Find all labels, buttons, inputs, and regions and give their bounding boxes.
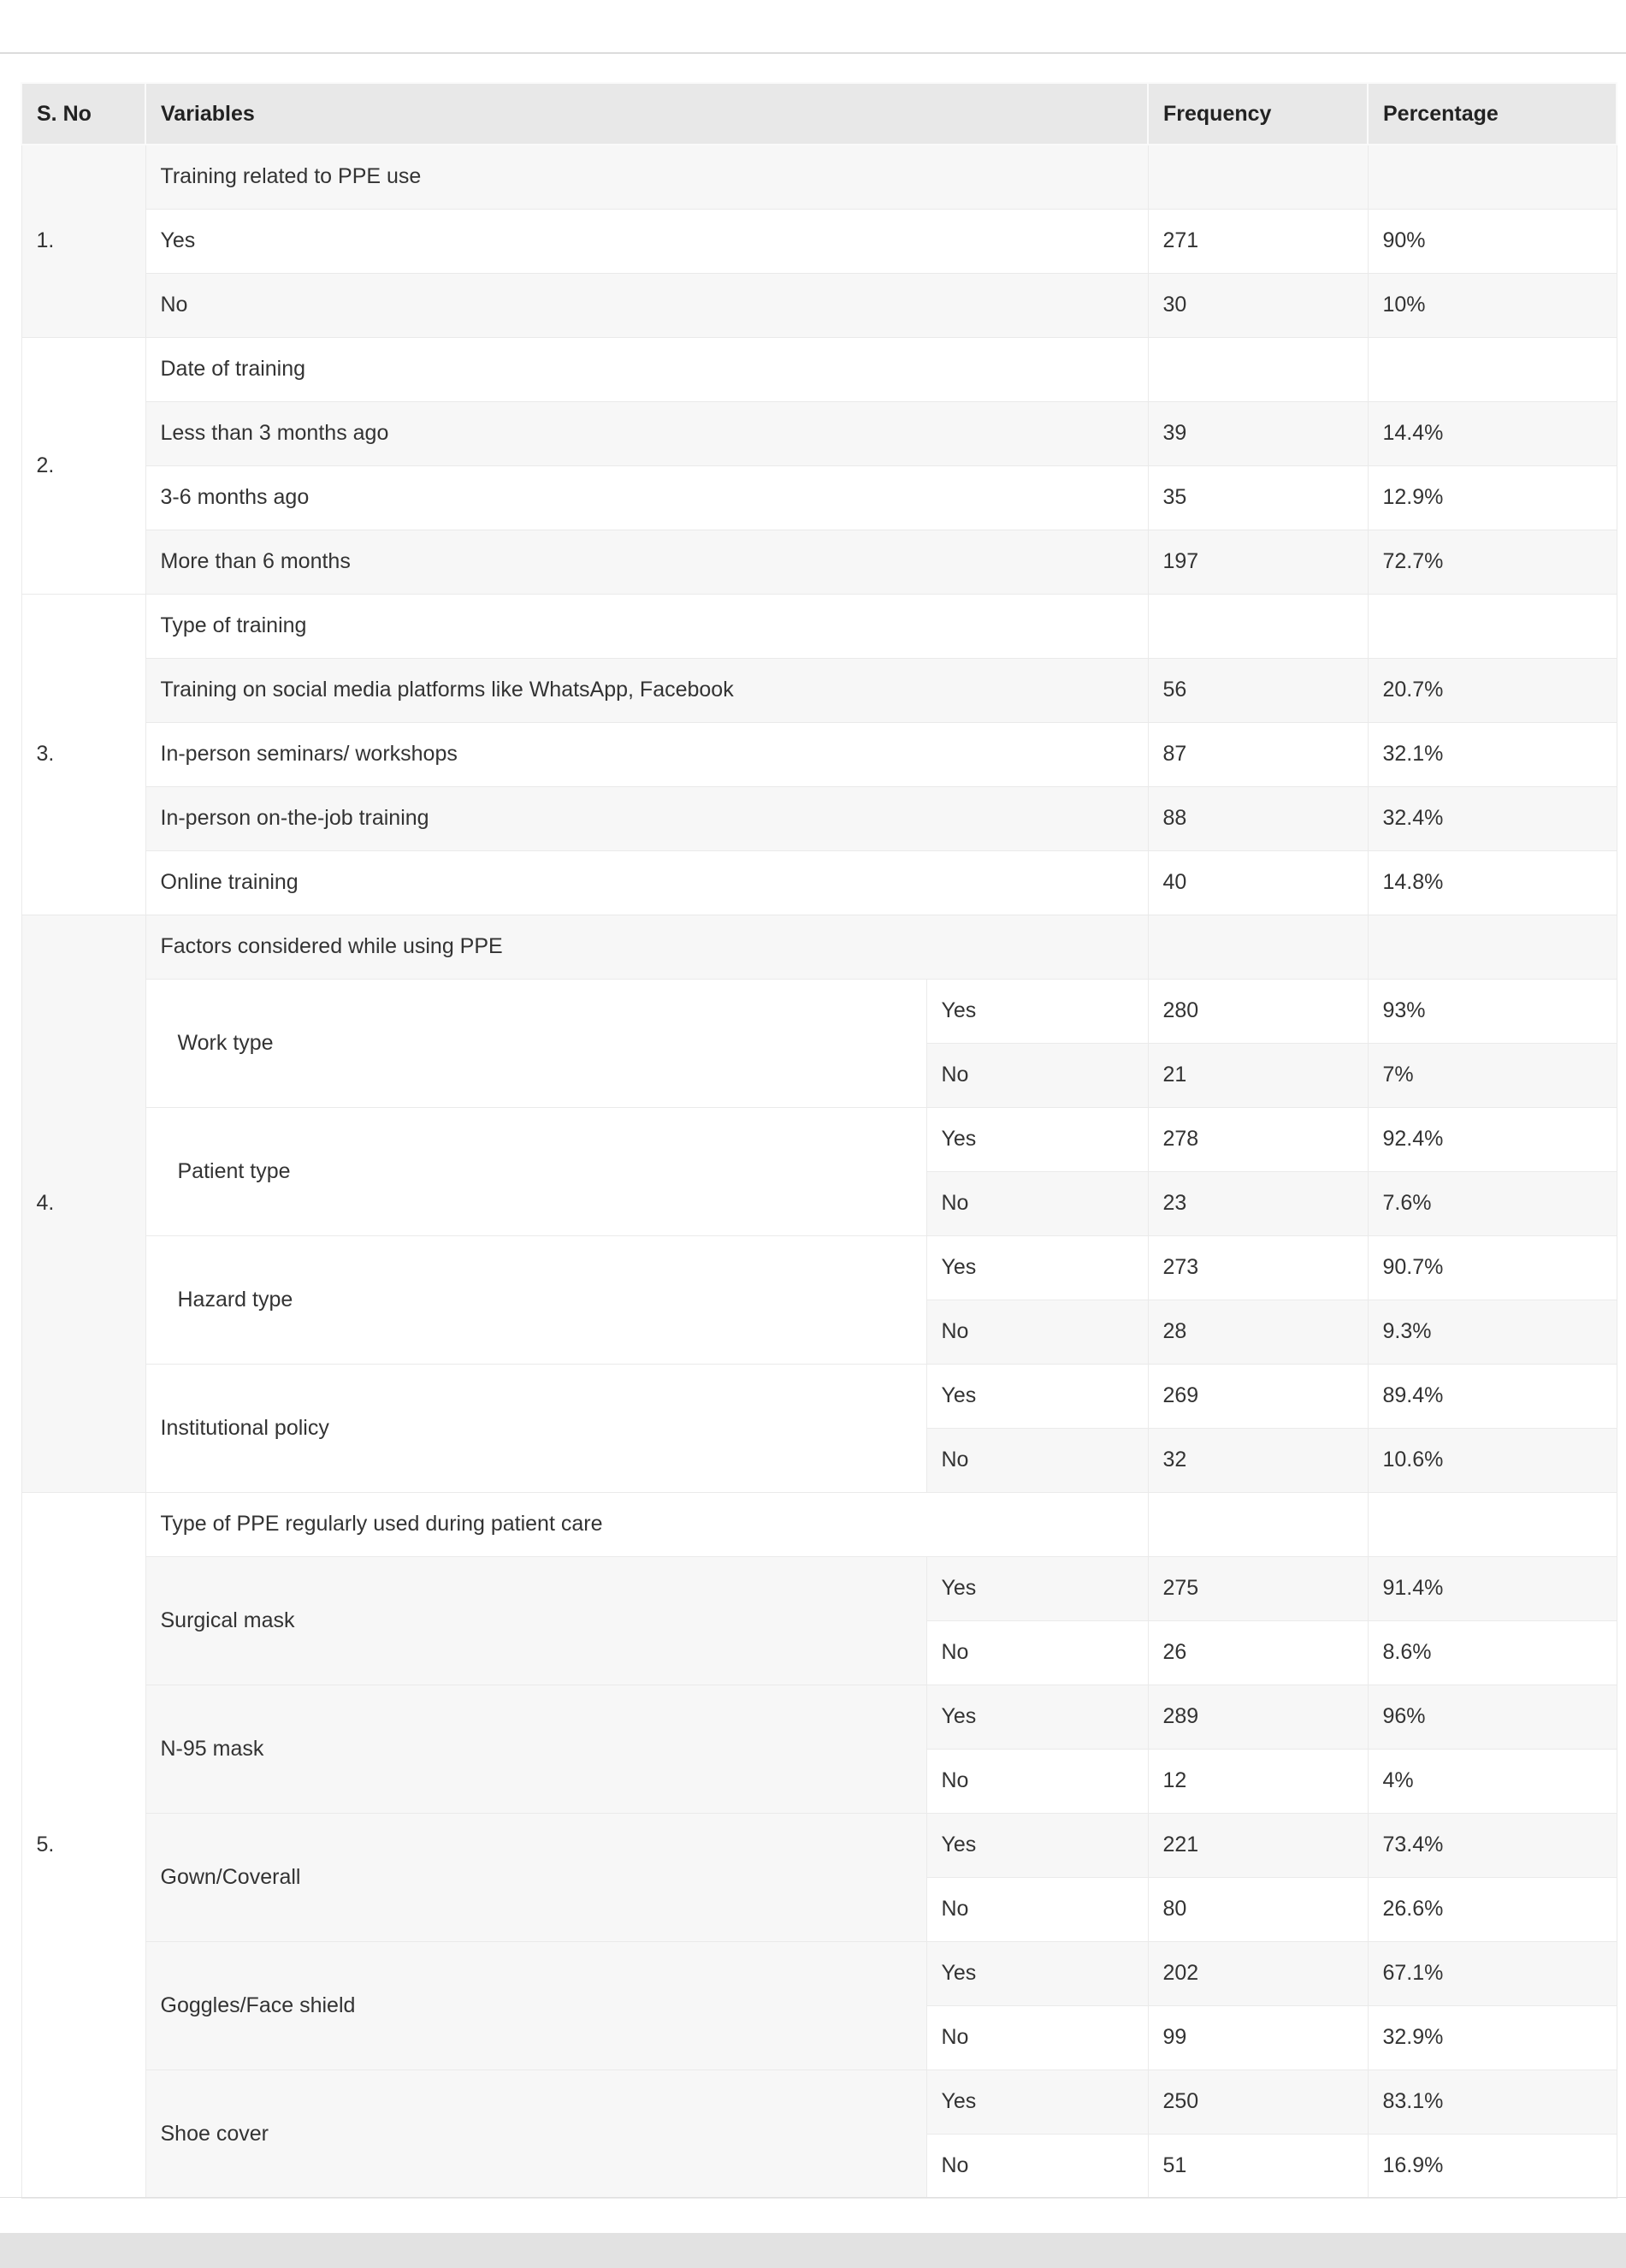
- frequency-cell: 289: [1148, 1685, 1368, 1749]
- empty-frequency-cell: [1148, 594, 1368, 658]
- group-label-cell: Goggles/Face shield: [145, 1941, 926, 2070]
- percentage-cell: 32.9%: [1368, 2005, 1617, 2070]
- frequency-cell: 80: [1148, 1877, 1368, 1941]
- percentage-cell: 14.4%: [1368, 401, 1617, 465]
- frequency-cell: 250: [1148, 2070, 1368, 2134]
- frequency-cell: 278: [1148, 1107, 1368, 1171]
- percentage-cell: 92.4%: [1368, 1107, 1617, 1171]
- data-row: [21, 465, 1617, 530]
- data-row: [21, 722, 1617, 786]
- frequency-cell: 221: [1148, 1813, 1368, 1877]
- data-row: [21, 530, 1617, 594]
- frequency-cell: 280: [1148, 979, 1368, 1043]
- group-label-cell: Work type: [145, 979, 926, 1107]
- percentage-cell: 10%: [1368, 273, 1617, 337]
- frequency-cell: 87: [1148, 722, 1368, 786]
- frequency-cell: 30: [1148, 273, 1368, 337]
- empty-frequency-cell: [1148, 1492, 1368, 1556]
- section-title-row: [21, 1492, 1617, 1556]
- data-row: [21, 1556, 1617, 1620]
- table-header-row: [21, 83, 1617, 145]
- frequency-cell: 88: [1148, 786, 1368, 850]
- frequency-cell: 271: [1148, 209, 1368, 273]
- col-header-percentage: Percentage: [1368, 83, 1617, 145]
- answer-cell: No: [926, 1043, 1148, 1107]
- answer-cell: No: [926, 1171, 1148, 1235]
- group-label-cell: N-95 mask: [145, 1685, 926, 1813]
- empty-percentage-cell: [1368, 915, 1617, 979]
- data-row: [21, 273, 1617, 337]
- percentage-cell: 8.6%: [1368, 1620, 1617, 1685]
- empty-frequency-cell: [1148, 337, 1368, 401]
- serial-number-cell: 2.: [21, 337, 145, 594]
- frequency-cell: 99: [1148, 2005, 1368, 2070]
- percentage-cell: 16.9%: [1368, 2134, 1617, 2198]
- empty-percentage-cell: [1368, 337, 1617, 401]
- section-title-row: [21, 337, 1617, 401]
- frequency-cell: 269: [1148, 1364, 1368, 1428]
- percentage-cell: 4%: [1368, 1749, 1617, 1813]
- percentage-cell: 7%: [1368, 1043, 1617, 1107]
- answer-cell: Yes: [926, 1685, 1148, 1749]
- answer-cell: No: [926, 1749, 1148, 1813]
- table-body: [21, 145, 1617, 2198]
- frequency-cell: 40: [1148, 850, 1368, 915]
- answer-cell: Yes: [926, 1556, 1148, 1620]
- percentage-cell: 90%: [1368, 209, 1617, 273]
- percentage-cell: 32.1%: [1368, 722, 1617, 786]
- data-row: [21, 658, 1617, 722]
- percentage-cell: 9.3%: [1368, 1300, 1617, 1364]
- variable-cell: Online training: [145, 850, 1148, 915]
- serial-number-cell: 5.: [21, 1492, 145, 2198]
- data-row: [21, 1235, 1617, 1300]
- percentage-cell: 14.8%: [1368, 850, 1617, 915]
- frequency-cell: 39: [1148, 401, 1368, 465]
- variable-cell: Yes: [145, 209, 1148, 273]
- data-row: [21, 1813, 1617, 1877]
- answer-cell: No: [926, 2134, 1148, 2198]
- data-row: [21, 2070, 1617, 2134]
- section-title-row: [21, 915, 1617, 979]
- percentage-cell: 26.6%: [1368, 1877, 1617, 1941]
- variable-cell: More than 6 months: [145, 530, 1148, 594]
- data-row: [21, 979, 1617, 1043]
- data-row: [21, 1364, 1617, 1428]
- serial-number-cell: 3.: [21, 594, 145, 915]
- frequency-cell: 23: [1148, 1171, 1368, 1235]
- percentage-cell: 67.1%: [1368, 1941, 1617, 2005]
- section-title-cell: Type of training: [145, 594, 1148, 658]
- frequency-cell: 32: [1148, 1428, 1368, 1492]
- variable-cell: Less than 3 months ago: [145, 401, 1148, 465]
- col-header-frequency: Frequency: [1148, 83, 1368, 145]
- variable-cell: In-person on-the-job training: [145, 786, 1148, 850]
- group-label-cell: Hazard type: [145, 1235, 926, 1364]
- frequency-cell: 35: [1148, 465, 1368, 530]
- group-label-cell: Patient type: [145, 1107, 926, 1235]
- answer-cell: Yes: [926, 1813, 1148, 1877]
- answer-cell: No: [926, 1620, 1148, 1685]
- footer-bar: [0, 2233, 1626, 2268]
- serial-number-cell: 4.: [21, 915, 145, 1492]
- percentage-cell: 83.1%: [1368, 2070, 1617, 2134]
- group-label-cell: Gown/Coverall: [145, 1813, 926, 1941]
- frequency-cell: 51: [1148, 2134, 1368, 2198]
- empty-percentage-cell: [1368, 594, 1617, 658]
- data-row: [21, 401, 1617, 465]
- group-label-cell: Shoe cover: [145, 2070, 926, 2198]
- variable-cell: Training on social media platforms like WhatsApp, Facebook: [145, 658, 1148, 722]
- table-head: [21, 83, 1617, 145]
- answer-cell: No: [926, 1428, 1148, 1492]
- data-row: [21, 850, 1617, 915]
- section-title-cell: Type of PPE regularly used during patient care: [145, 1492, 1148, 1556]
- table-container: [21, 82, 1617, 2199]
- answer-cell: No: [926, 1300, 1148, 1364]
- section-title-cell: Date of training: [145, 337, 1148, 401]
- percentage-cell: 91.4%: [1368, 1556, 1617, 1620]
- empty-frequency-cell: [1148, 915, 1368, 979]
- frequency-cell: 197: [1148, 530, 1368, 594]
- answer-cell: No: [926, 2005, 1148, 2070]
- section-title-row: [21, 145, 1617, 209]
- frequency-cell: 273: [1148, 1235, 1368, 1300]
- percentage-cell: 96%: [1368, 1685, 1617, 1749]
- data-row: [21, 1941, 1617, 2005]
- ppe-survey-table: [21, 82, 1617, 2199]
- empty-percentage-cell: [1368, 145, 1617, 209]
- percentage-cell: 7.6%: [1368, 1171, 1617, 1235]
- answer-cell: Yes: [926, 1364, 1148, 1428]
- percentage-cell: 32.4%: [1368, 786, 1617, 850]
- percentage-cell: 10.6%: [1368, 1428, 1617, 1492]
- frequency-cell: 12: [1148, 1749, 1368, 1813]
- frequency-cell: 28: [1148, 1300, 1368, 1364]
- frequency-cell: 21: [1148, 1043, 1368, 1107]
- percentage-cell: 89.4%: [1368, 1364, 1617, 1428]
- variable-cell: In-person seminars/ workshops: [145, 722, 1148, 786]
- empty-percentage-cell: [1368, 1492, 1617, 1556]
- variable-cell: No: [145, 273, 1148, 337]
- answer-cell: Yes: [926, 979, 1148, 1043]
- serial-number-cell: 1.: [21, 145, 145, 337]
- empty-frequency-cell: [1148, 145, 1368, 209]
- answer-cell: No: [926, 1877, 1148, 1941]
- answer-cell: Yes: [926, 2070, 1148, 2134]
- data-row: [21, 209, 1617, 273]
- percentage-cell: 90.7%: [1368, 1235, 1617, 1300]
- frequency-cell: 275: [1148, 1556, 1368, 1620]
- answer-cell: Yes: [926, 1235, 1148, 1300]
- frequency-cell: 26: [1148, 1620, 1368, 1685]
- data-row: [21, 786, 1617, 850]
- percentage-cell: 12.9%: [1368, 465, 1617, 530]
- data-row: [21, 1685, 1617, 1749]
- section-title-cell: Factors considered while using PPE: [145, 915, 1148, 979]
- percentage-cell: 73.4%: [1368, 1813, 1617, 1877]
- answer-cell: Yes: [926, 1107, 1148, 1171]
- section-title-row: [21, 594, 1617, 658]
- group-label-cell: Surgical mask: [145, 1556, 926, 1685]
- col-header-variables: Variables: [145, 83, 1148, 145]
- group-label-cell: Institutional policy: [145, 1364, 926, 1492]
- percentage-cell: 20.7%: [1368, 658, 1617, 722]
- variable-cell: 3-6 months ago: [145, 465, 1148, 530]
- answer-cell: Yes: [926, 1941, 1148, 2005]
- frequency-cell: 202: [1148, 1941, 1368, 2005]
- bottom-divider: [0, 2197, 1626, 2198]
- percentage-cell: 72.7%: [1368, 530, 1617, 594]
- section-title-cell: Training related to PPE use: [145, 145, 1148, 209]
- frequency-cell: 56: [1148, 658, 1368, 722]
- col-header-sno: S. No: [21, 83, 145, 145]
- percentage-cell: 93%: [1368, 979, 1617, 1043]
- top-divider: [0, 52, 1626, 54]
- data-row: [21, 1107, 1617, 1171]
